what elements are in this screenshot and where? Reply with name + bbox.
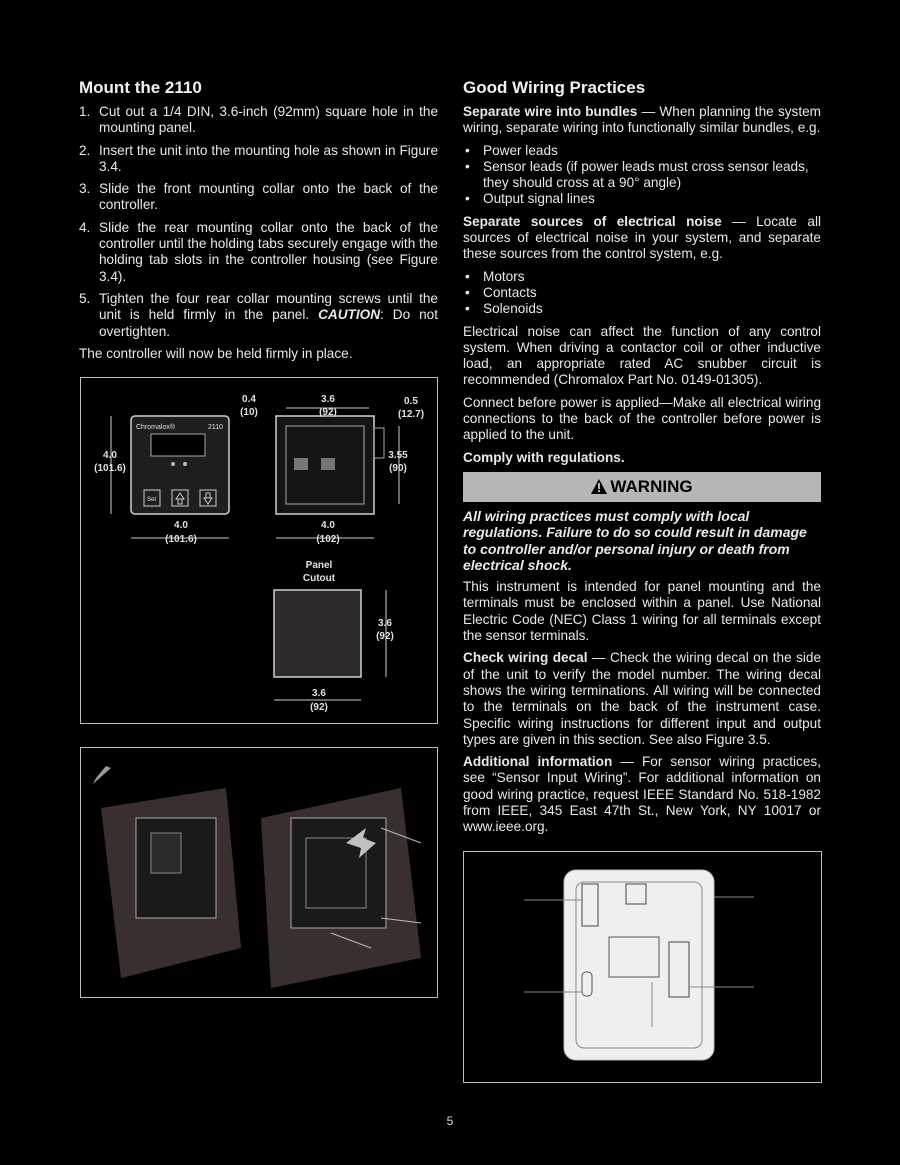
wiring-heading: Good Wiring Practices <box>463 78 646 97</box>
led-icon <box>171 462 175 466</box>
paragraph: Separate wire into bundles — When planning the system wiring, separate wiring into functionally similar bundles, e.g. <box>463 104 821 136</box>
wiring-figure <box>463 851 822 1083</box>
depth3-value: 0.5 <box>404 396 418 407</box>
dimensions-figure <box>80 377 438 724</box>
side-h-mm: (90) <box>389 463 407 474</box>
set-button-label: Set <box>147 497 157 503</box>
step-item: 5. Tighten the four rear collar mounting screws until the unit is held firmly in the panel. CAUTION: Do not overtighten. <box>79 290 438 339</box>
depth2-mm: (92) <box>319 407 337 418</box>
bundle-list <box>463 143 821 208</box>
model-label: 2110 <box>208 424 224 431</box>
warning-banner <box>463 472 821 502</box>
paragraph: This instrument is intended for panel mounting and the terminals must be enclosed within a panel. Use National Electric Code (NEC) Class 1 wiring for all terminals except the sensor terminals. <box>463 579 821 644</box>
warning-label: WARNING <box>610 476 693 496</box>
cutout-label-2: Cutout <box>302 573 336 584</box>
list-item: • Sensor leads (if power leads must cross sensor leads, they should cross at a 90° angle) <box>465 158 809 191</box>
noise-list <box>463 269 821 318</box>
height-mm: (101.6) <box>94 463 126 474</box>
depth1-value: 0.4 <box>242 394 256 405</box>
warning-icon <box>591 479 607 494</box>
display-window <box>151 434 205 456</box>
cutout-w-mm: (92) <box>310 702 328 713</box>
width-value: 4.0 <box>174 520 188 531</box>
mount-closing: The controller will now be held firmly in place. <box>79 345 353 361</box>
list-item: • Motors <box>465 268 525 284</box>
controller-detail <box>151 833 181 873</box>
step-item: 2. Insert the unit into the mounting hole as shown in Figure 3.4. <box>79 142 438 174</box>
brand-label: Chromalox® <box>136 424 176 431</box>
list-item: • Output signal lines <box>465 191 595 207</box>
depth2-value: 3.6 <box>321 394 335 405</box>
left-column <box>79 78 438 368</box>
controller-shape <box>291 818 386 928</box>
height-value: 4.0 <box>103 450 117 461</box>
arrow-icon <box>93 766 111 784</box>
list-item: • Contacts <box>465 284 537 300</box>
cutout-w-value: 3.6 <box>312 688 326 699</box>
mounting-figure <box>80 747 438 998</box>
mount-steps <box>79 104 438 340</box>
mount-heading: Mount the 2110 <box>79 78 202 97</box>
side-w-value: 4.0 <box>321 520 335 531</box>
width-mm: (101.6) <box>165 534 197 545</box>
side-w-mm: (102) <box>316 534 340 545</box>
caution-label: CAUTION <box>318 307 381 323</box>
cutout-h-mm: (92) <box>376 631 394 642</box>
right-column <box>463 78 821 842</box>
side-tab <box>374 428 384 458</box>
depth3-mm: (12.7) <box>397 409 425 420</box>
paragraph: Check wiring decal — Check the wiring decal on the side of the unit to verify the model number. The wiring decal shows the wiring terminations. All wiring will be connected to the terminals on the back of the instrument case. Specific wiring instructions for different input and output types are given in this section. See also Figure 3.5. <box>463 650 822 747</box>
paragraph: Additional information — For sensor wiring practices, see “Sensor Input Wiring”. For additional information on good wiring practice, request IEEE Standard No. 518-1982 from IEEE, 345 East 47th St., New York, NY 10017 or www.ieee.org. <box>463 754 821 835</box>
paragraph: Connect before power is applied—Make all electrical wiring connections to the back of the controller before power is applied to the unit. <box>463 394 821 443</box>
step-item: 3. Slide the front mounting collar onto the back of the controller. <box>79 181 438 213</box>
depth1-mm: (10) <box>240 407 258 418</box>
cutout-h-value: 3.6 <box>378 618 392 629</box>
step-item: 4. Slide the rear mounting collar onto the back of the controller until the holding tabs securely engage with the holding tab slots in the controller housing (see Figure 3.4). <box>79 219 438 284</box>
list-item: • Solenoids <box>465 301 543 317</box>
led-icon <box>183 462 187 466</box>
paragraph: Separate sources of electrical noise — Locate all sources of electrical noise in your system, and separate these sources from the control system, e.g. <box>463 213 821 262</box>
terminal-block <box>294 458 308 470</box>
list-item: • Power leads <box>465 142 558 158</box>
cutout-label-1: Panel <box>305 560 333 571</box>
page-number: 5 <box>446 1114 454 1128</box>
terminal-block <box>321 458 335 470</box>
step-item: 1. Cut out a 1/4 DIN, 3.6-inch (92mm) square hole in the mounting panel. <box>79 104 438 136</box>
controller-back <box>564 870 714 1060</box>
warning-text: All wiring practices must comply with local regulations. Failure to do so could result in damage to controller and/or personal injury or death from electrical shock. <box>463 507 807 573</box>
cutout-square <box>274 590 361 677</box>
paragraph: Electrical noise can affect the function of any control system. When driving a contactor coil or other inductive load, an appropriate rated AC snubber circuit is recommended (Chromalox Part No. 0149-01305). <box>463 323 821 388</box>
side-h-value: 3.55 <box>388 450 408 461</box>
paragraph: Comply with regulations. <box>463 449 625 465</box>
